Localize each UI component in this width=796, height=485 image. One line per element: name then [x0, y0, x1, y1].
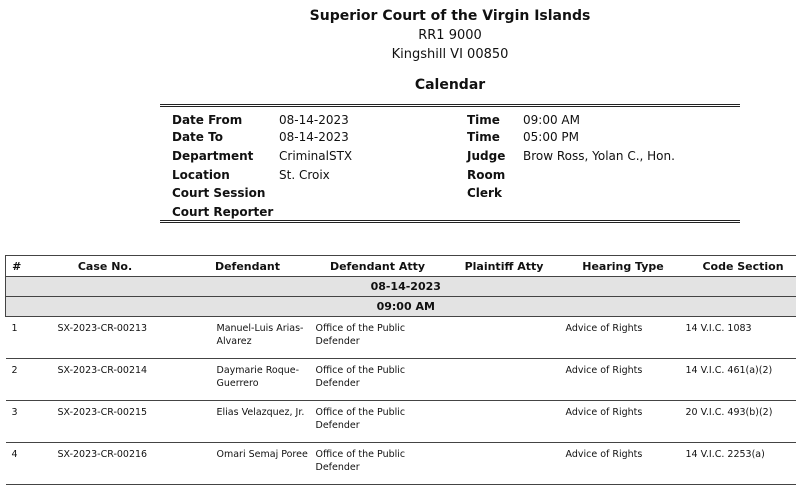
court-session-label: Court Session — [172, 186, 265, 200]
table-row — [6, 317, 796, 359]
defendant-attorney: Office of the Public Defender — [313, 443, 443, 485]
time-from-value: 09:00 AM — [523, 113, 580, 127]
time-to-label: Time — [467, 130, 500, 144]
clerk-label: Clerk — [467, 186, 502, 200]
col-header-defendant-atty: Defendant Atty — [313, 256, 443, 277]
defendant-name: Manuel-Luis Arias-Alvarez — [183, 317, 313, 359]
date-to-value: 08-14-2023 — [279, 130, 349, 144]
time-group-row — [6, 297, 796, 317]
court-address-line2: Kingshill VI 00850 — [0, 47, 796, 62]
location-value: St. Croix — [279, 168, 330, 182]
code-section: 14 V.I.C. 1083 — [681, 317, 796, 359]
date-from-value: 08-14-2023 — [279, 113, 349, 127]
defendant-name: Omari Semaj Poree — [183, 443, 313, 485]
date-group-row — [6, 277, 796, 297]
case-number: SX-2023-CR-00214 — [28, 359, 183, 401]
row-number: 2 — [6, 359, 28, 401]
col-header-number: # — [6, 256, 28, 277]
case-number: SX-2023-CR-00213 — [28, 317, 183, 359]
code-section: 14 V.I.C. 461(a)(2) — [681, 359, 796, 401]
time-from-label: Time — [467, 113, 500, 127]
hearing-type: Advice of Rights — [566, 317, 681, 359]
defendant-attorney: Office of the Public Defender — [313, 317, 443, 359]
hearing-type: Advice of Rights — [566, 401, 681, 443]
court-name: Superior Court of the Virgin Islands — [0, 8, 796, 24]
col-header-plaintiff-atty: Plaintiff Atty — [443, 256, 566, 277]
code-section: 14 V.I.C. 2253(a) — [681, 443, 796, 485]
row-number: 4 — [6, 443, 28, 485]
plaintiff-attorney — [443, 401, 566, 443]
table-row — [6, 359, 796, 401]
hearing-type: Advice of Rights — [566, 443, 681, 485]
row-number: 1 — [6, 317, 28, 359]
table-row — [6, 443, 796, 485]
defendant-attorney: Office of the Public Defender — [313, 401, 443, 443]
department-label: Department — [172, 149, 253, 163]
calendar-info-box — [160, 104, 740, 223]
location-label: Location — [172, 168, 230, 182]
court-reporter-label: Court Reporter — [172, 205, 273, 219]
judge-value: Brow Ross, Yolan C., Hon. — [523, 149, 675, 163]
time-group-label: 09:00 AM — [6, 297, 796, 317]
plaintiff-attorney — [443, 443, 566, 485]
defendant-attorney: Office of the Public Defender — [313, 359, 443, 401]
case-number: SX-2023-CR-00216 — [28, 443, 183, 485]
date-to-label: Date To — [172, 130, 223, 144]
document-title: Calendar — [0, 77, 796, 93]
plaintiff-attorney — [443, 317, 566, 359]
row-number: 3 — [6, 401, 28, 443]
date-from-label: Date From — [172, 113, 242, 127]
defendant-name: Elias Velazquez, Jr. — [183, 401, 313, 443]
table-row — [6, 401, 796, 443]
court-address-line1: RR1 9000 — [0, 28, 796, 43]
judge-label: Judge — [467, 149, 505, 163]
table-header-row — [6, 256, 796, 277]
case-number: SX-2023-CR-00215 — [28, 401, 183, 443]
calendar-table — [5, 255, 796, 485]
col-header-code-section: Code Section — [681, 256, 796, 277]
col-header-case-no: Case No. — [28, 256, 183, 277]
col-header-hearing-type: Hearing Type — [566, 256, 681, 277]
room-label: Room — [467, 168, 505, 182]
defendant-name: Daymarie Roque-Guerrero — [183, 359, 313, 401]
plaintiff-attorney — [443, 359, 566, 401]
time-to-value: 05:00 PM — [523, 130, 579, 144]
department-value: CriminalSTX — [279, 149, 352, 163]
code-section: 20 V.I.C. 493(b)(2) — [681, 401, 796, 443]
date-group-label: 08-14-2023 — [6, 277, 796, 297]
hearing-type: Advice of Rights — [566, 359, 681, 401]
col-header-defendant: Defendant — [183, 256, 313, 277]
